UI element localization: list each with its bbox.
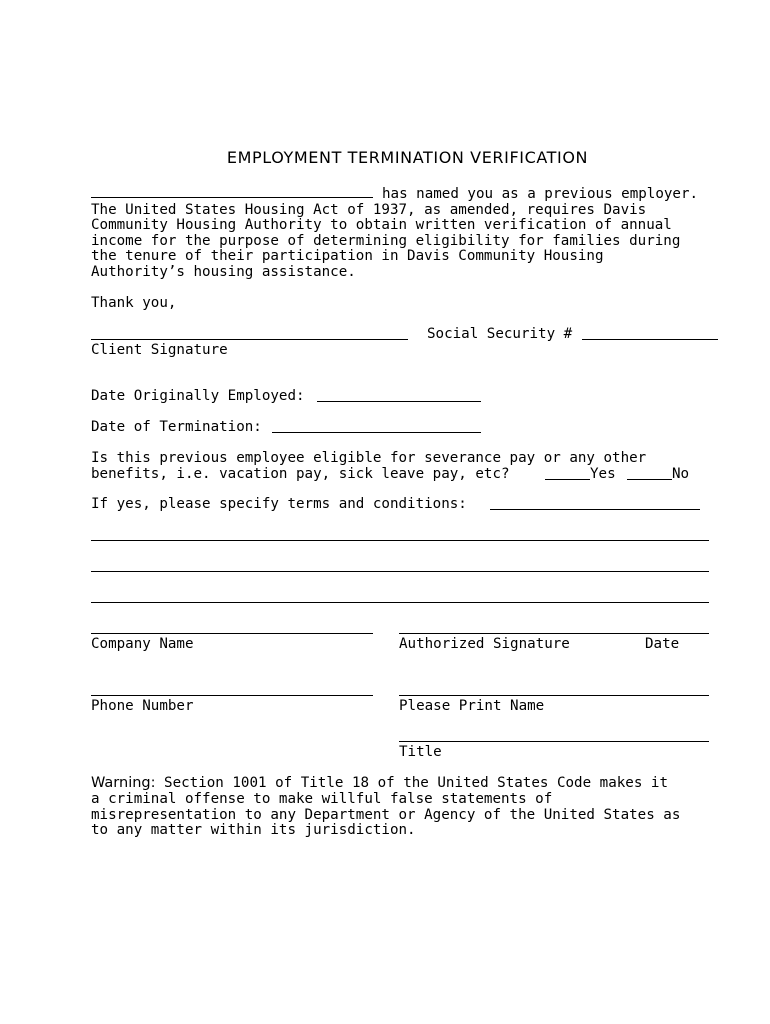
severance-question-line-1: Is this previous employee eligible for severance pay or any other: [91, 450, 647, 466]
terms-line-2[interactable]: [91, 571, 709, 572]
warning-label: Warning:: [91, 775, 156, 791]
client-signature-line[interactable]: [91, 339, 408, 340]
intro-line-6: Authority’s housing assistance.: [91, 264, 356, 280]
intro-line-5: the tenure of their participation in Davis Community Housing: [91, 248, 604, 264]
ssn-line[interactable]: [582, 339, 718, 340]
company-name-label: Company Name: [91, 636, 194, 652]
print-name-label: Please Print Name: [399, 698, 545, 714]
authorized-signature-label: Authorized Signature: [399, 636, 570, 652]
ssn-label: Social Security #: [427, 326, 573, 342]
intro-line-3: Community Housing Authority to obtain written verification of annual: [91, 217, 672, 233]
yes-label: Yes: [590, 466, 616, 482]
warning-line-1: [91, 776, 668, 792]
no-label: No: [672, 466, 690, 482]
title-label: Title: [399, 744, 442, 760]
thank-you-text: Thank you,: [91, 295, 177, 311]
date-employed-line[interactable]: [317, 401, 481, 402]
warning-text-1: Section 1001 of Title 18 of the United States Code makes it: [164, 775, 669, 791]
intro-line-4: income for the purpose of determining eligibility for families during: [91, 233, 681, 249]
date-employed-label: Date Originally Employed:: [91, 388, 305, 404]
date-termination-line[interactable]: [272, 432, 481, 433]
company-name-line[interactable]: [91, 633, 373, 634]
warning-line-3: misrepresentation to any Department or Agency of the United States as: [91, 807, 681, 823]
client-signature-label: Client Signature: [91, 342, 228, 358]
document-title: EMPLOYMENT TERMINATION VERIFICATION: [226, 148, 589, 167]
authorized-signature-line[interactable]: [399, 633, 709, 634]
date-termination-label: Date of Termination:: [91, 419, 262, 435]
title-line[interactable]: [399, 741, 709, 742]
employee-name-line[interactable]: [91, 197, 373, 198]
intro-line-1: has named you as a previous employer.: [382, 186, 699, 202]
warning-line-2: a criminal offense to make willful false statements of: [91, 791, 553, 807]
phone-number-label: Phone Number: [91, 698, 194, 714]
date-label: Date: [645, 636, 680, 652]
severance-question-line-2: benefits, i.e. vacation pay, sick leave pay, etc?: [91, 466, 510, 482]
terms-label: If yes, please specify terms and conditions:: [91, 496, 467, 512]
yes-line[interactable]: [545, 479, 590, 480]
intro-line-2: The United States Housing Act of 1937, as amended, requires Davis: [91, 202, 647, 218]
terms-line-inline[interactable]: [490, 509, 700, 510]
terms-line-1[interactable]: [91, 540, 709, 541]
terms-line-3[interactable]: [91, 602, 709, 603]
phone-number-line[interactable]: [91, 695, 373, 696]
warning-line-4: to any matter within its jurisdiction.: [91, 822, 416, 838]
no-line[interactable]: [627, 479, 672, 480]
print-name-line[interactable]: [399, 695, 709, 696]
